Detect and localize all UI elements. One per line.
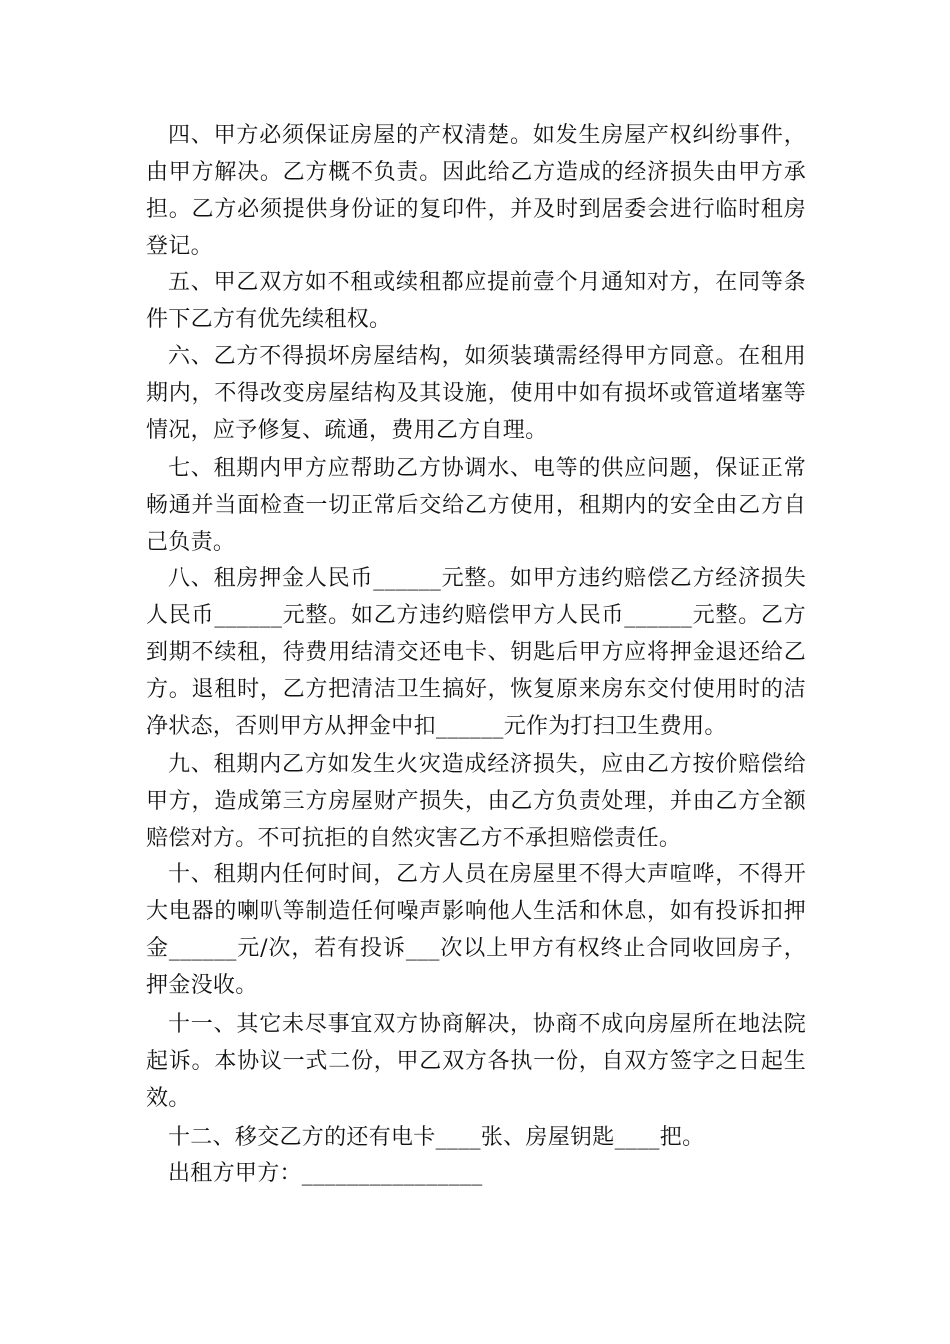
lessor-signature-line: 出租方甲方：________________ xyxy=(168,1161,483,1186)
clause-10: 十、租期内任何时间，乙方人员在房屋里不得大声喧哗，不得开大电器的喇叭等制造任何噪声影响他人生活和休息，如有投诉扣押金______元/次，若有投诉___次以上甲方有权终止合同收回房子，押金没收。 xyxy=(146,862,806,998)
clause-5: 五、甲乙双方如不租或续租都应提前壹个月通知对方，在同等条件下乙方有优先续租权。 xyxy=(146,270,806,332)
clause-7: 七、租期内甲方应帮助乙方协调水、电等的供应问题，保证正常畅通并当面检查一切正常后交给乙方使用，租期内的安全由乙方自己负责。 xyxy=(146,456,806,555)
clause-11: 十一、其它未尽事宜双方协商解决，协商不成向房屋所在地法院起诉。本协议一式二份，甲乙双方各执一份，自双方签字之日起生效。 xyxy=(146,1012,806,1111)
clause-8: 八、租房押金人民币______元整。如甲方违约赔偿乙方经济损失人民币______元整。如乙方违约赔偿甲方人民币______元整。乙方到期不续租，待费用结清交还电卡、钥匙后甲方应将押金退还给乙方。退租时，乙方把清洁卫生搞好，恢复原来房东交付使用时的洁净状态，否则甲方从押金中扣______元作为打扫卫生费用。 xyxy=(146,566,806,739)
clause-9: 九、租期内乙方如发生火灾造成经济损失，应由乙方按价赔偿给甲方，造成第三方房屋财产损失，由乙方负责处理，并由乙方全额赔偿对方。不可抗拒的自然灾害乙方不承担赔偿责任。 xyxy=(146,752,806,851)
clause-4: 四、甲方必须保证房屋的产权清楚。如发生房屋产权纠纷事件，由甲方解决。乙方概不负责。因此给乙方造成的经济损失由甲方承担。乙方必须提供身份证的复印件，并及时到居委会进行临时租房登记。 xyxy=(146,123,806,259)
clause-12: 十二、移交乙方的还有电卡____张、房屋钥匙____把。 xyxy=(168,1125,705,1150)
clause-6: 六、乙方不得损坏房屋结构，如须装璜需经得甲方同意。在租用期内，不得改变房屋结构及其设施，使用中如有损坏或管道堵塞等情况，应予修复、疏通，费用乙方自理。 xyxy=(146,344,806,443)
